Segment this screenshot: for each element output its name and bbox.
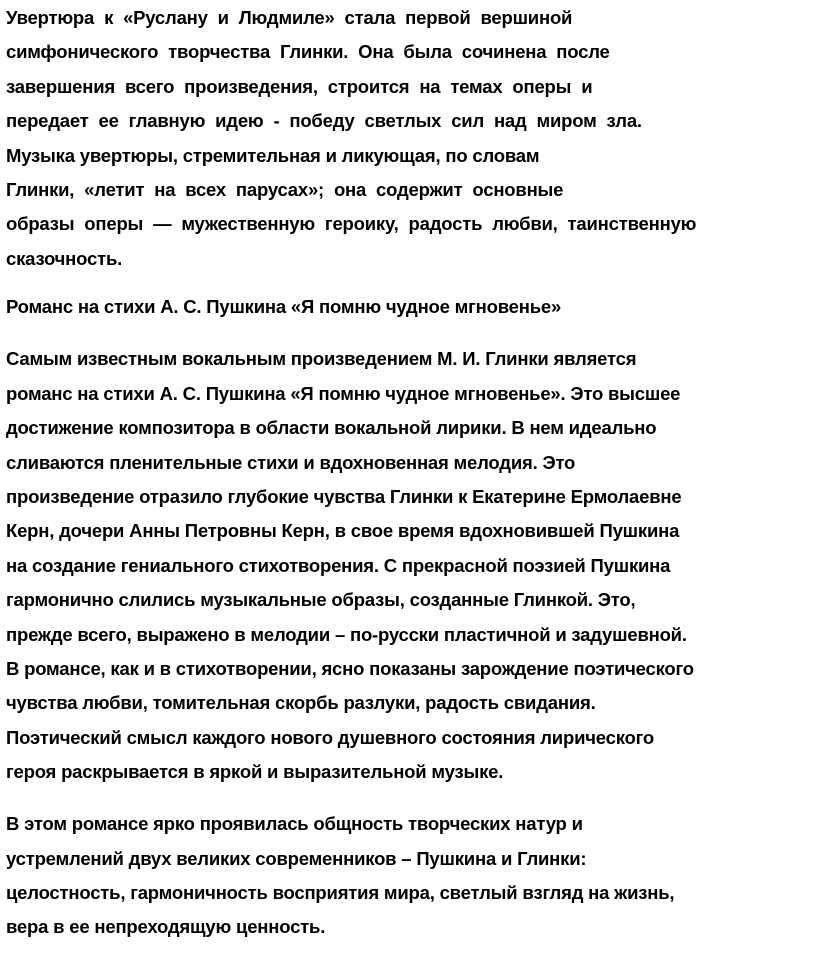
overture-line-5: Музыка увертюры, стремительная и ликующая, по словам (6, 145, 540, 166)
romance-line-10: В романсе, как и в стихотворении, ясно показаны зарождение поэтического (6, 658, 694, 679)
romance-line-5: произведение отразило глубокие чувства Глинки к Екатерине Ермолаевне (6, 486, 682, 507)
overture-line-8: сказочность. (6, 248, 123, 269)
overture-line-3: завершения всего произведения, строится на темах оперы и (6, 76, 593, 97)
overture-line-7: образы оперы — мужественную героику, радость любви, таинственную (6, 213, 697, 234)
conclusion-line-2: устремлений двух великих современников – Пушкина и Глинки: (6, 848, 587, 869)
romance-line-4: сливаются пленительные стихи и вдохновенная мелодия. Это (6, 452, 576, 473)
conclusion-line-1: В этом романсе ярко проявилась общность творческих натур и (6, 813, 583, 834)
romance-line-13: героя раскрывается в яркой и выразительной музыке. (6, 761, 504, 782)
romance-line-6: Керн, дочери Анны Петровны Керн, в свое время вдохновившей Пушкина (6, 520, 680, 541)
section-heading: Романс на стихи А. С. Пушкина «Я помню чудное мгновенье» (6, 296, 562, 317)
romance-line-7: на создание гениального стихотворения. С прекрасной поэзией Пушкина (6, 555, 671, 576)
romance-line-3: достижение композитора в области вокальной лирики. В нем идеально (6, 417, 657, 438)
romance-line-8: гармонично слились музыкальные образы, созданные Глинкой. Это, (6, 589, 636, 610)
romance-line-9: прежде всего, выражено в мелодии – по-русски пластичной и задушевной. (6, 624, 687, 645)
conclusion-line-3: целостность, гармоничность восприятия мира, светлый взгляд на жизнь, (6, 882, 675, 903)
conclusion-line-4: вера в ее непреходящую ценность. (6, 916, 326, 937)
romance-line-12: Поэтический смысл каждого нового душевного состояния лирического (6, 727, 654, 748)
overture-line-4: передает ее главную идею - победу светлых сил над миром зла. (6, 110, 642, 131)
overture-line-2: симфонического творчества Глинки. Она была сочинена после (6, 41, 610, 62)
romance-line-1: Самым известным вокальным произведением М. И. Глинки является (6, 348, 637, 369)
overture-line-6: Глинки, «летит на всех парусах»; она содержит основные (6, 179, 564, 200)
romance-line-2: романс на стихи А. С. Пушкина «Я помню чудное мгновенье». Это высшее (6, 383, 681, 404)
romance-line-11: чувства любви, томительная скорбь разлуки, радость свидания. (6, 692, 596, 713)
overture-line-1: Увертюра к «Руслану и Людмиле» стала первой вершиной (6, 7, 573, 28)
